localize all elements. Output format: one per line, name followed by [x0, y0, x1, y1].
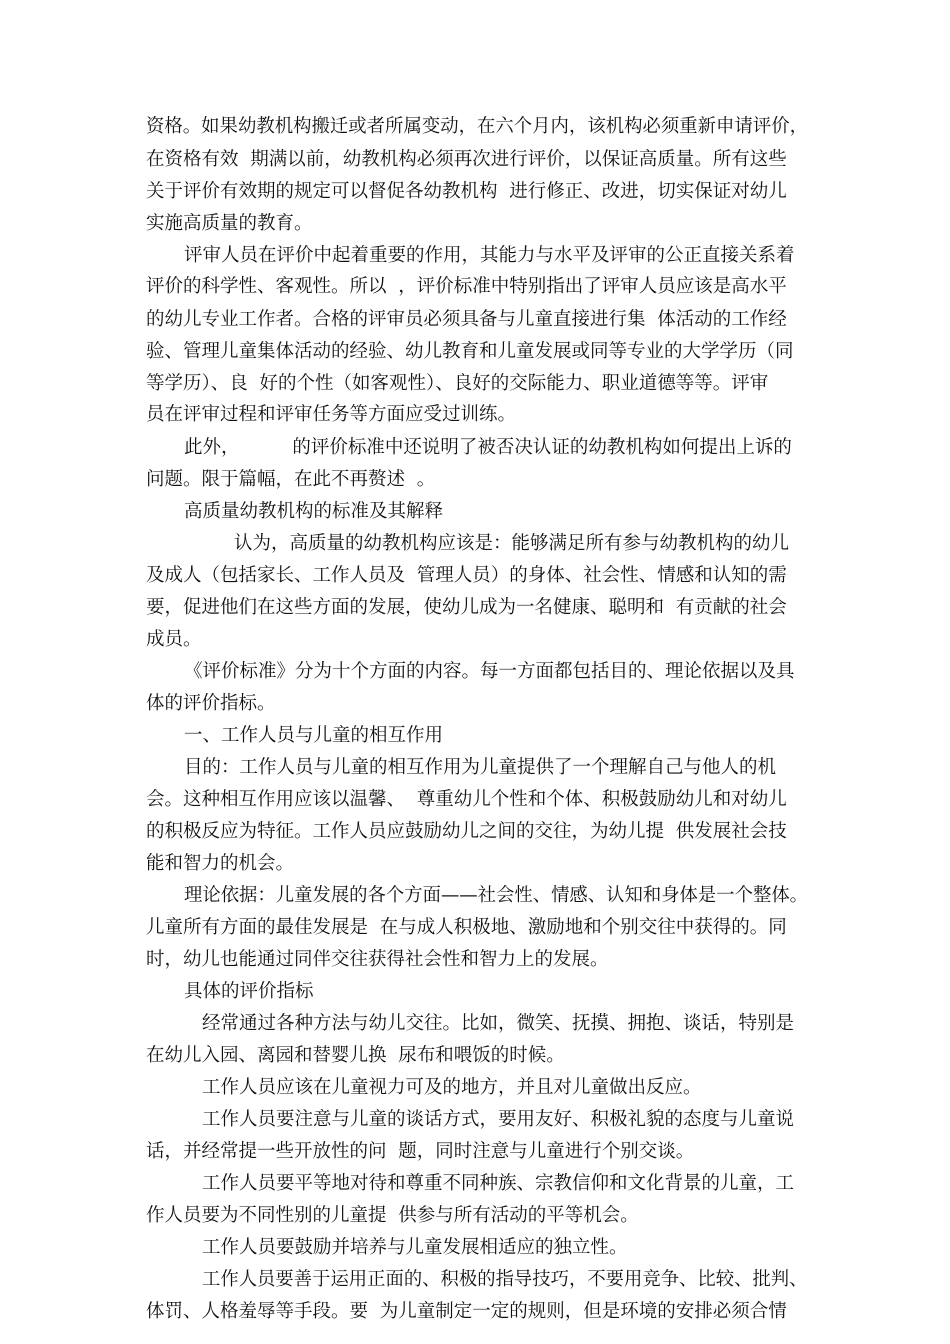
- text-line: 的幼儿专业工作者。合格的评审员必须具备与儿童直接进行集 体活动的工作经: [146, 309, 787, 330]
- text-line: 在资格有效 期满以前，幼教机构必须再次进行评价，以保证高质量。所有这些: [146, 149, 787, 170]
- text-line: 验、管理儿童集体活动的经验、幼儿教育和儿童发展或同等专业的大学学历（同: [146, 341, 794, 362]
- text-line: 具体的评价指标: [184, 981, 314, 1002]
- text-line: 认为，高质量的幼教机构应该是：能够满足所有参与幼教机构的幼儿: [234, 533, 790, 554]
- text-line: 实施高质量的教育。: [146, 213, 313, 234]
- text-line: 经常通过各种方法与幼儿交往。比如，微笑、抚摸、拥抱、谈话，特别是: [202, 1013, 795, 1034]
- text-line: 及成人（包括家长、工作人员及 管理人员）的身体、社会性、情感和认知的需: [146, 565, 787, 586]
- text-line: 的积极反应为特征。工作人员应鼓励幼儿之间的交往，为幼儿提 供发展社会技: [146, 821, 787, 842]
- text-line: 话，并经常提一些开放性的问 题，同时注意与儿童进行个别交谈。: [146, 1141, 695, 1162]
- text-line: 等学历）、良 好的个性（如客观性）、良好的交际能力、职业道德等等。评审: [146, 373, 769, 394]
- text-line: 目的：工作人员与儿童的相互作用为儿童提供了一个理解自己与他人的机: [184, 757, 777, 778]
- text-line: 关于评价有效期的规定可以督促各幼教机构 进行修正、改进，切实保证对幼儿: [146, 181, 787, 202]
- text-line: 在幼儿入园、离园和替婴儿换 尿布和喂饭的时候。: [146, 1045, 565, 1066]
- text-line: 工作人员要注意与儿童的谈话方式，要用友好、积极礼貌的态度与儿童说: [202, 1109, 795, 1130]
- text-line: 体的评价指标。: [146, 693, 276, 714]
- text-line: 评审人员在评价中起着重要的作用，其能力与水平及评审的公正直接关系着: [184, 245, 795, 266]
- text-line: 问题。限于篇幅，在此不再赘述 。: [146, 469, 436, 490]
- text-line: 工作人员要平等地对待和尊重不同种族、宗教信仰和文化背景的儿童，工: [202, 1173, 795, 1194]
- text-line: 能和智力的机会。: [146, 853, 295, 874]
- text-line: 成员。: [146, 629, 202, 650]
- text-line: 评价的科学性、客观性。所以 ，评价标准中特别指出了评审人员应该是高水平: [146, 276, 787, 297]
- text-line: 会。这种相互作用应该以温馨、 尊重幼儿个性和个体、积极鼓励幼儿和对幼儿: [146, 789, 787, 810]
- text-line: 工作人员应该在儿童视力可及的地方，并且对儿童做出反应。: [202, 1077, 702, 1098]
- text-line: 员在评审过程和评审任务等方面应受过训练。: [146, 404, 517, 425]
- text-line: 《评价标准》分为十个方面的内容。每一方面都包括目的、理论依据以及具: [184, 661, 795, 682]
- text-line: 作人员要为不同性别的儿童提 供参与所有活动的平等机会。: [146, 1205, 639, 1226]
- text-line: 时，幼儿也能通过同伴交往获得社会性和智力上的发展。: [146, 949, 609, 970]
- text-line: 儿童所有方面的最佳发展是 在与成人积极地、激励地和个别交往中获得的。同: [146, 917, 787, 938]
- text-line: 一、工作人员与儿童的相互作用: [184, 725, 444, 746]
- text-line: 资格。如果幼教机构搬迁或者所属变动，在六个月内，该机构必须重新申请评价，: [146, 116, 809, 137]
- text-line: 体罚、人格羞辱等手段。要 为儿童制定一定的规则，但是环境的安排必须合情: [146, 1301, 787, 1322]
- text-line: 工作人员要善于运用正面的、积极的指导技巧，不要用竞争、比较、批判、: [202, 1269, 808, 1290]
- text-line: 此外， 的评价标准中还说明了被否决认证的幼教机构如何提出上诉的: [184, 437, 792, 458]
- text-line: 理论依据：儿童发展的各个方面——社会性、情感、认知和身体是一个整体。: [184, 885, 809, 906]
- text-line: 高质量幼教机构的标准及其解释: [184, 501, 444, 522]
- text-line: 要，促进他们在这些方面的发展，使幼儿成为一名健康、聪明和 有贡献的社会: [146, 597, 787, 618]
- text-line: 工作人员要鼓励并培养与儿童发展相适应的独立性。: [202, 1237, 628, 1258]
